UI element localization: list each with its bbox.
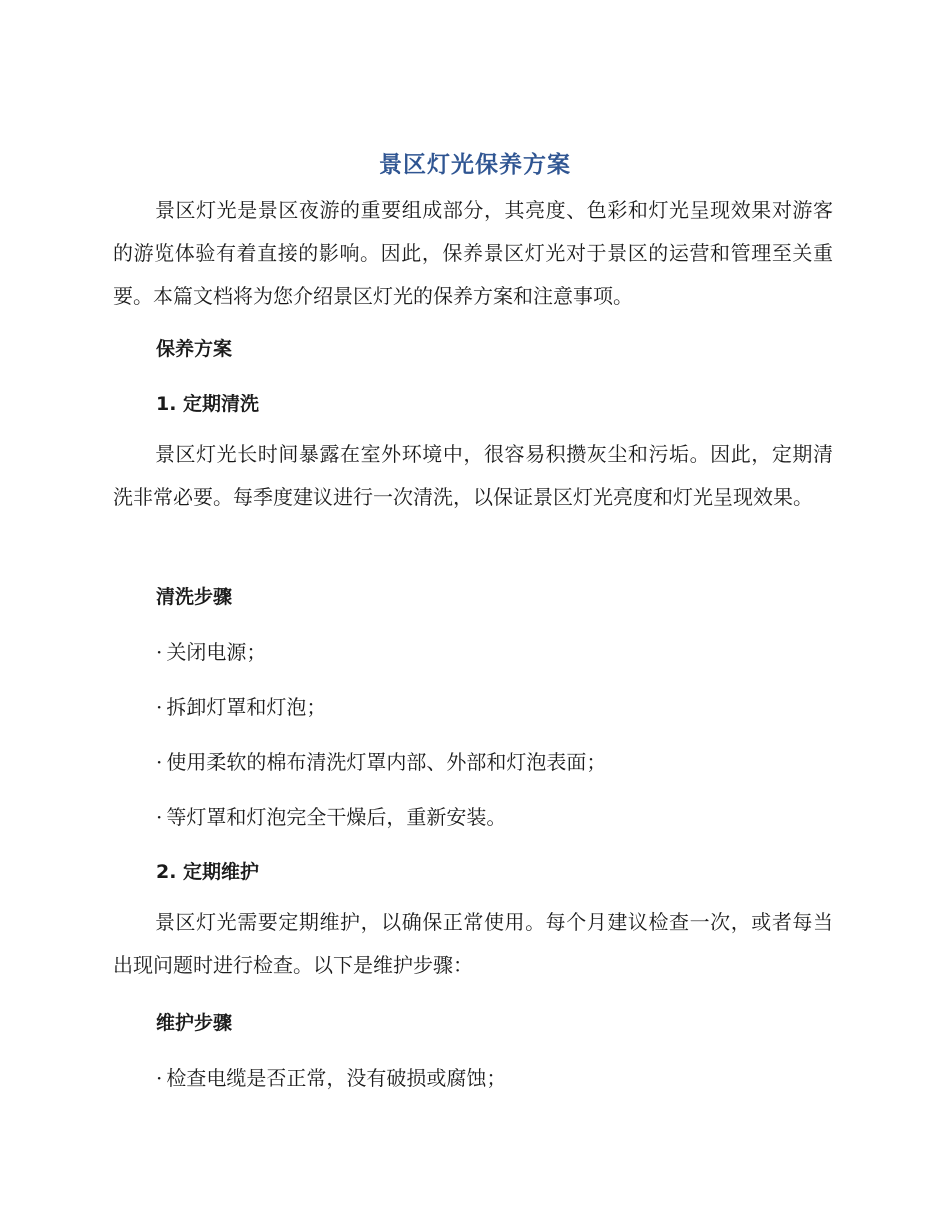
list-item — [156, 691, 326, 720]
cleaning-heading: 1. 定期清洗 — [156, 393, 260, 415]
maintenance-heading: 2. 定期维护 — [156, 861, 260, 883]
intro-paragraph: 景区灯光是景区夜游的重要组成部分，其亮度、色彩和灯光呈现效果对游客的游览体验有着直接的影响。因此，保养景区灯光对于景区的运营和管理至关重要。本篇文档将为您介绍景区灯光的保养方案和注意事项。 — [113, 198, 833, 308]
list-item — [156, 636, 266, 665]
cleaning-paragraph: 景区灯光长时间暴露在室外环境中，很容易积攒灰尘和污垢。因此，定期清洗非常必要。每季度建议进行一次清洗，以保证景区灯光亮度和灯光呈现效果。 — [113, 442, 833, 509]
maintenance-steps-heading: 维护步骤 — [156, 1012, 233, 1034]
document-title: 景区灯光保养方案 — [379, 152, 571, 178]
section-heading: 保养方案 — [156, 338, 233, 360]
cleaning-steps-heading: 清洗步骤 — [156, 586, 233, 608]
list-item — [156, 1062, 506, 1091]
list-item — [156, 746, 606, 775]
list-item-text: 使用柔软的棉布清洗灯罩内部、外部和灯泡表面； — [166, 750, 607, 774]
bullet-icon: · — [156, 750, 163, 774]
bullet-icon: · — [156, 805, 163, 829]
bullet-icon: · — [156, 695, 163, 719]
list-item-text: 等灯罩和灯泡完全干燥后，重新安装。 — [166, 805, 507, 829]
bullet-icon: · — [156, 1066, 163, 1090]
list-item — [156, 801, 506, 830]
list-item-text: 关闭电源； — [166, 640, 267, 664]
list-item-text: 检查电缆是否正常，没有破损或腐蚀； — [166, 1066, 507, 1090]
bullet-icon: · — [156, 640, 163, 664]
maintenance-paragraph: 景区灯光需要定期维护，以确保正常使用。每个月建议检查一次，或者每当出现问题时进行检查。以下是维护步骤： — [113, 910, 833, 977]
list-item-text: 拆卸灯罩和灯泡； — [166, 695, 327, 719]
